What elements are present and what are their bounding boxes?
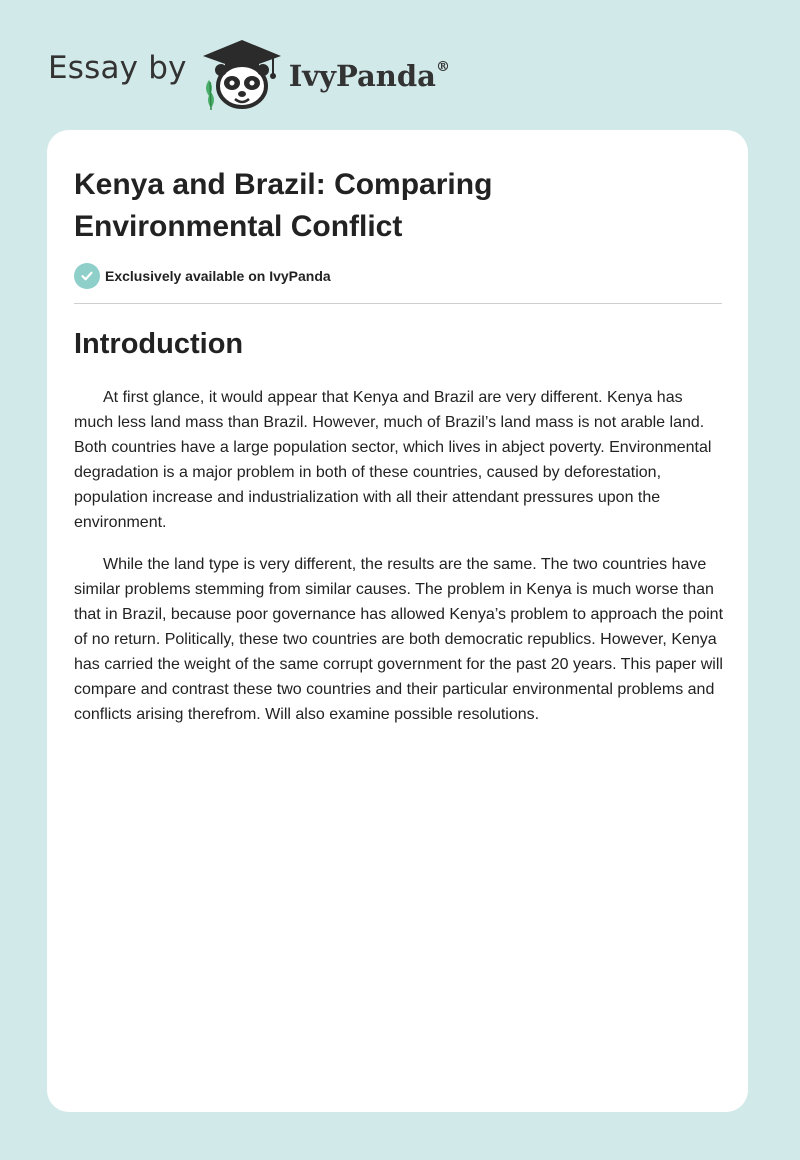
paragraph: At first glance, it would appear that Kenya and Brazil are very different. Kenya has much less land mass than Brazil. However, much of Brazil’s land mass is not arable land. Both countries have a large population sector, which lives in abject poverty. Environmental degradation is a major problem in both of these countries, caused by deforestation, population increase and industrialization with all their attendant pressures upon the environment. bbox=[74, 389, 712, 531]
essay-by-label: Essay by bbox=[48, 50, 187, 86]
divider bbox=[74, 303, 722, 304]
panda-graduate-icon[interactable] bbox=[201, 36, 283, 112]
section-heading: Introduction bbox=[74, 328, 244, 360]
registered-mark: ® bbox=[435, 59, 450, 76]
brand-name[interactable]: IvyPanda® bbox=[288, 59, 450, 93]
exclusive-badge bbox=[74, 263, 331, 289]
check-icon bbox=[74, 263, 100, 289]
document-card bbox=[47, 130, 748, 1112]
site-header bbox=[48, 34, 450, 114]
page-title: Kenya and Brazil: Comparing Environmental Conflict bbox=[74, 168, 493, 243]
essay-body bbox=[74, 385, 724, 744]
exclusive-text: Exclusively available on IvyPanda bbox=[105, 268, 331, 284]
paragraph: While the land type is very different, the results are the same. The two countries have similar problems stemming from similar causes. The problem in Kenya is much worse than that in Brazil, because poor governance has allowed Kenya’s problem to approach the point of no return. Politically, these two countries are both democratic republics. However, Kenya has carried the weight of the same corrupt government for the past 20 years. This paper will compare and contrast these two countries and their particular environmental problems and conflicts arising therefrom. Will also examine possible resolutions. bbox=[74, 556, 724, 723]
